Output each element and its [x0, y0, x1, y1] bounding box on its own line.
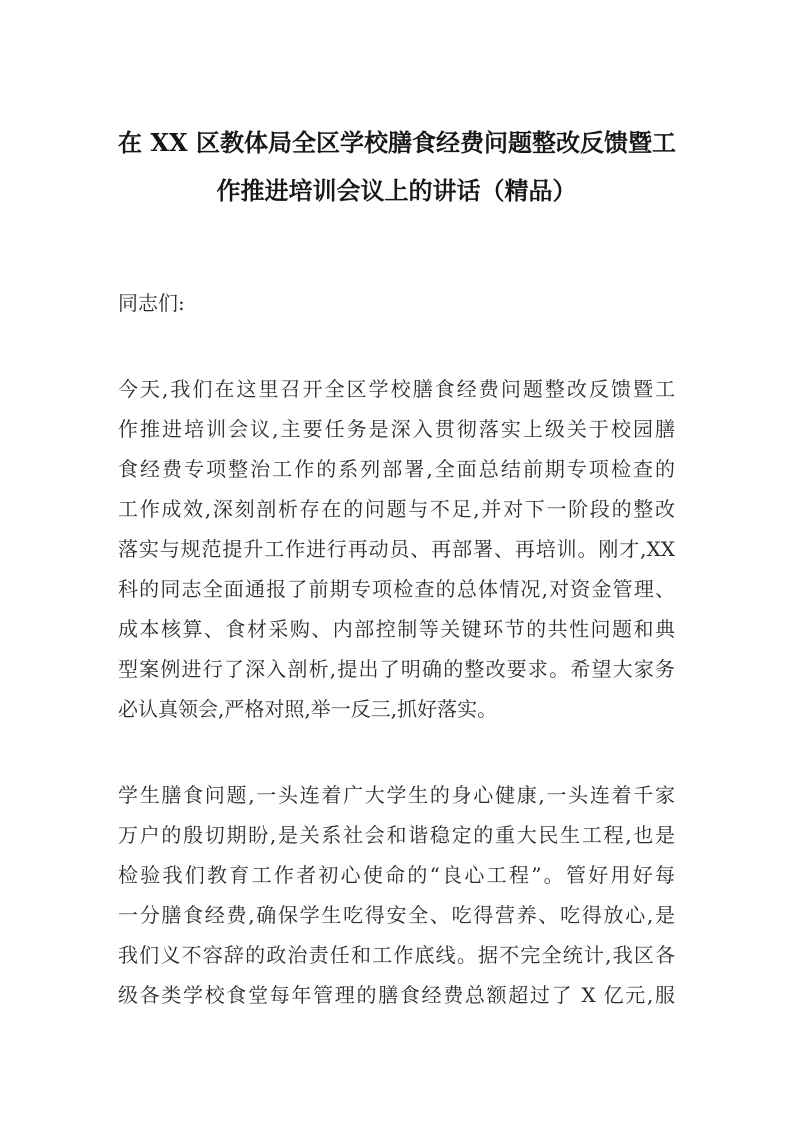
text-line: 我们义不容辞的政治责任和工作底线。据不完全统计,我区各 [118, 943, 675, 967]
text-line: 检验我们教育工作者初心使命的“良心工程”。管好用好每 [118, 863, 675, 887]
text-line: 落实与规范提升工作进行再动员、再部署、再培训。刚才,XX [118, 537, 675, 561]
text-line: 成本核算、食材采购、内部控制等关键环节的共性问题和典 [118, 617, 675, 641]
text-line: 一分膳食经费,确保学生吃得安全、吃得营养、吃得放心,是 [118, 903, 675, 927]
text-line: 型案例进行了深入剖析,提出了明确的整改要求。希望大家务 [118, 657, 675, 681]
document-title [118, 119, 675, 215]
text-line: 同志们: [118, 291, 185, 315]
text-line: 今天,我们在这里召开全区学校膳食经费问题整改反馈暨工 [118, 377, 675, 401]
text-line: 科的同志全面通报了前期专项检查的总体情况,对资金管理、 [118, 577, 675, 601]
title-line: 作推进培训会议上的讲话（精品） [216, 176, 577, 205]
text-line: 工作成效,深刻剖析存在的问题与不足,并对下一阶段的整改 [118, 497, 675, 521]
text-line: 级各类学校食堂每年管理的膳食经费总额超过了 X 亿元,服 [118, 983, 675, 1007]
text-line: 作推进培训会议,主要任务是深入贯彻落实上级关于校园膳 [118, 417, 675, 441]
paragraph-importance [118, 775, 675, 1015]
paragraph-salutation [118, 283, 675, 323]
document-body [118, 283, 675, 1015]
text-line: 必认真领会,严格对照,举一反三,抓好落实。 [118, 697, 498, 721]
title-line: 在 XX 区教体局全区学校膳食经费问题整改反馈暨工 [118, 128, 676, 157]
text-line: 万户的殷切期盼,是关系社会和谐稳定的重大民生工程,也是 [118, 823, 675, 847]
text-line: 食经费专项整治工作的系列部署,全面总结前期专项检查的 [118, 457, 675, 481]
text-line: 学生膳食问题,一头连着广大学生的身心健康,一头连着千家 [118, 783, 675, 807]
paragraph-opening [118, 369, 675, 729]
